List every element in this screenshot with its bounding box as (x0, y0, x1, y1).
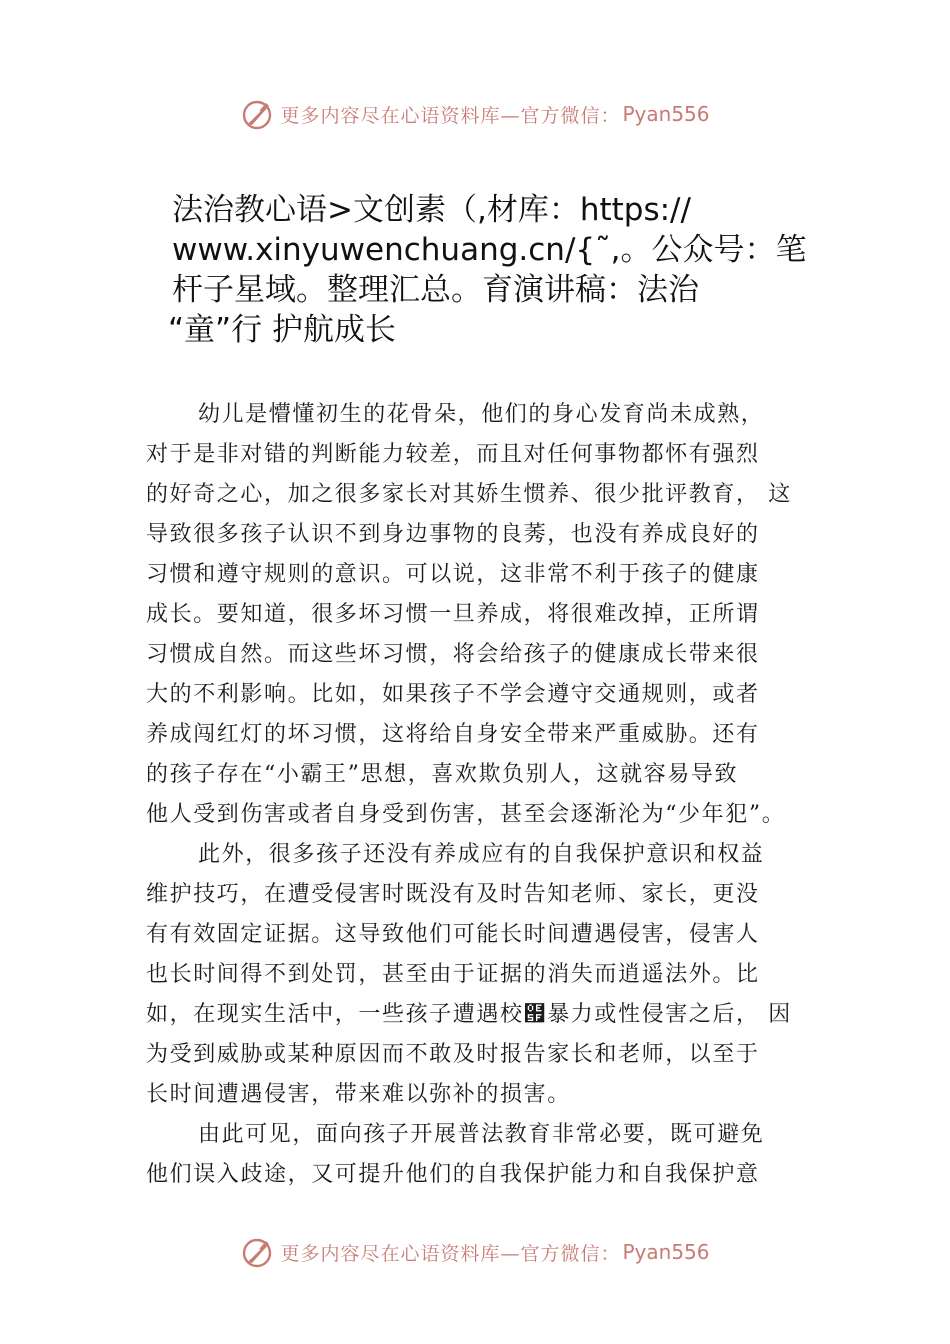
title-line: www.xinyuwenchuang.cn/{˜,。公众号：笔 (172, 232, 807, 268)
title-line: “童”行 护航成长 (168, 312, 396, 348)
feather-pen-logo-icon (240, 1235, 274, 1269)
body-text (146, 395, 846, 1195)
body-line: 的孩子存在“小霸王”思想，喜欢欺负别人，这就容易导致 (146, 762, 739, 787)
body-line: 维护技巧，在遭受侵害时既没有及时告知老师、家长，更没 (146, 882, 760, 907)
title-line: 法治教心语>文创素（,材库：https:// (172, 192, 691, 228)
body-line: 养成闯红灯的坏习惯，这将给自身安全带来严重威胁。还有 (146, 722, 760, 747)
body-line: 有有效固定证据。这导致他们可能长时间遭遇侵害，侵害人 (146, 922, 760, 947)
body-line: 此外，很多孩子还没有养成应有的自我保护意识和权益 (198, 842, 765, 867)
feather-pen-logo-icon (240, 97, 274, 131)
body-line: 也长时间得不到处罚，甚至由于证据的消失而逍遥法外。比 (146, 962, 760, 987)
body-line: 幼儿是懵懂初生的花骨朵，他们的身心发育尚未成熟， (198, 402, 765, 427)
header-wechat-id: Pyan556 (622, 102, 710, 126)
body-line: 如，在现实生活中，一些孩子遭遇校๟暴力或性侵害之后， 因 (146, 1002, 792, 1027)
body-line: 对于是非对错的判断能力较差，而且对任何事物都怀有强烈 (146, 442, 760, 467)
header-banner (0, 94, 950, 134)
body-line: 由此可见，面向孩子开展普法教育非常必要，既可避免 (198, 1122, 765, 1147)
body-line: 他们误入歧途，又可提升他们的自我保护能力和自我保护意 (146, 1162, 760, 1187)
body-line: 大的不利影响。比如，如果孩子不学会遵守交通规则，或者 (146, 682, 760, 707)
body-line: 习惯成自然。而这些坏习惯，将会给孩子的健康成长带来很 (146, 642, 760, 667)
body-line: 习惯和遵守规则的意识。可以说，这非常不利于孩子的健康 (146, 562, 760, 587)
body-line: 的好奇之心，加之很多家长对其娇生惯养、很少批评教育， 这 (146, 482, 792, 507)
body-line: 他人受到伤害或者自身受到伤害，甚至会逐渐沦为“少年犯”。 (146, 802, 786, 827)
body-line: 长时间遭遇侵害，带来难以弥补的损害。 (146, 1082, 571, 1107)
header-banner-text: 更多内容尽在心语资料库—官方微信： (280, 104, 621, 127)
body-line: 成长。要知道，很多坏习惯一旦养成，将很难改掉，正所谓 (146, 602, 760, 627)
footer-wechat-id: Pyan556 (622, 1240, 710, 1264)
footer-banner (0, 1232, 950, 1272)
title-line: 杆子星域。整理汇总。育演讲稿：法治 (172, 272, 699, 308)
footer-banner-text: 更多内容尽在心语资料库—官方微信： (280, 1242, 621, 1265)
body-line: 导致很多孩子认识不到身边事物的良莠，也没有养成良好的 (146, 522, 760, 547)
document-title (168, 190, 832, 350)
body-line: 为受到威胁或某种原因而不敢及时报告家长和老师，以至于 (146, 1042, 760, 1067)
